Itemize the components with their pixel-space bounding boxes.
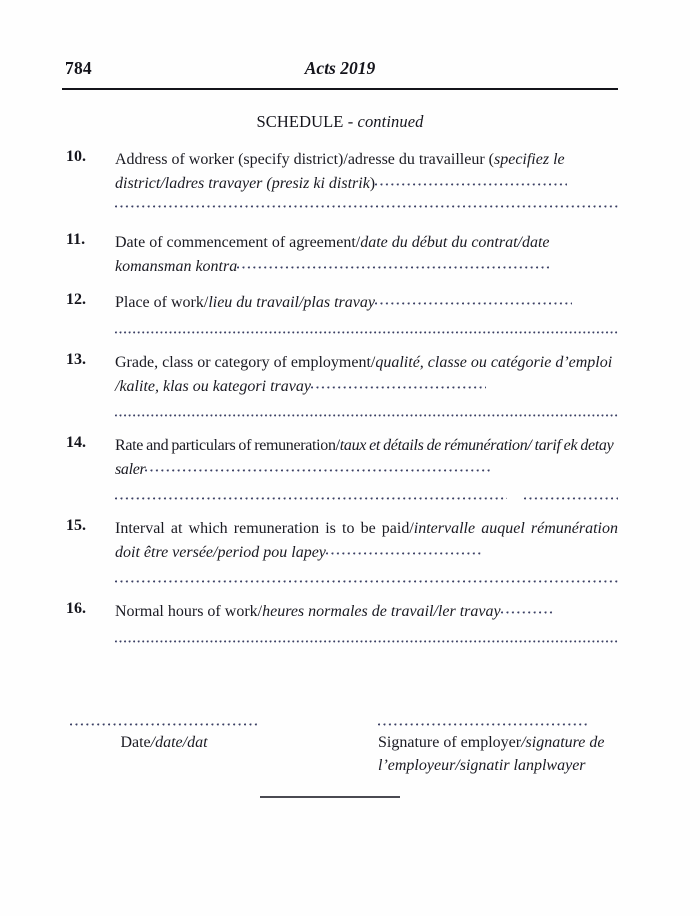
item-10-roman-tail: ) [369, 174, 376, 192]
date-signature-caption [70, 732, 258, 755]
item-16-italic: heures normales de travail/ler travay [262, 603, 501, 620]
running-title: Acts 2019 [304, 58, 376, 78]
employer-signature-caption [378, 732, 618, 777]
item-12-dot-leader-segment [115, 320, 618, 336]
item-10-dot-leader-row-2[interactable] [115, 194, 618, 210]
item-number-14: 14. [66, 434, 86, 451]
item-text-14 [115, 434, 618, 481]
item-13-dot-leader-row-2[interactable] [115, 403, 618, 419]
item-text-12 [115, 291, 618, 315]
item-text-10 [115, 148, 618, 195]
item-16-roman-lead: Normal hours of work/ [115, 603, 263, 620]
date-signature-column [70, 712, 258, 755]
item-14-dot-leader-row-2a[interactable] [115, 486, 507, 502]
date-caption-italic: /date/dat [150, 734, 208, 751]
item-number-15: 15. [66, 517, 86, 534]
item-13-italic: qualité, classe ou catégorie d’emploi /kalite, klas ou kategori travay [115, 354, 613, 395]
item-12-dot-leader[interactable] [375, 291, 572, 307]
item-14-roman-lead: Rate and particulars of remuneration/ [115, 437, 340, 454]
item-16-dot-leader-segment [115, 629, 618, 645]
item-text-16 [115, 600, 618, 624]
employer-caption-italic: /signature de l’employeur/signatir lanplwayer [378, 734, 605, 774]
item-10-italic: specifiez le district/ladres travayer (presiz ki distrik [115, 151, 565, 192]
item-number-11: 11. [66, 231, 86, 248]
header-divider-rule [62, 88, 618, 90]
schedule-heading-roman: SCHEDULE - [256, 112, 358, 131]
item-16-dot-leader-row-2[interactable] [115, 629, 618, 645]
item-13-dot-leader-segment [115, 403, 618, 419]
item-13-roman-lead: Grade, class or category of employment/ [115, 354, 376, 371]
schedule-item-10 [66, 148, 618, 195]
date-signature-line[interactable] [70, 712, 258, 728]
item-13-dot-leader[interactable] [311, 375, 486, 391]
page-header [62, 58, 618, 84]
schedule-item-15 [66, 517, 618, 564]
item-14-dot-leader-segment-b [524, 486, 618, 502]
item-10-dot-leader[interactable] [375, 172, 567, 188]
item-12-roman-lead: Place of work/ [115, 294, 209, 311]
item-15-dot-leader-segment [115, 569, 618, 585]
schedule-item-13 [66, 351, 618, 398]
employer-signature-line[interactable] [378, 712, 590, 728]
employer-signature-column [378, 712, 618, 777]
item-14-dot-leader[interactable] [145, 458, 491, 474]
item-11-dot-leader[interactable] [237, 255, 549, 271]
schedule-item-16 [66, 600, 618, 624]
item-14-dot-leader-row-2b[interactable] [524, 486, 618, 502]
item-14-dot-leader-segment-a [115, 486, 507, 502]
item-15-dot-leader-row-2[interactable] [115, 569, 618, 585]
item-12-dot-leader-row-2[interactable] [115, 320, 618, 336]
item-10-dot-leader-segment [115, 194, 618, 210]
schedule-heading-italic: continued [357, 112, 424, 131]
item-11-italic: date du début du contrat/date komansman kontra [115, 234, 550, 275]
item-text-11 [115, 231, 618, 278]
folio-number: 784 [65, 58, 92, 78]
schedule-heading [62, 112, 618, 132]
item-15-roman-lead: Interval at which remuneration is to be paid/ [115, 520, 414, 537]
item-15-italic: intervalle auquel rémunération doit être versée/period pou lapey [115, 520, 618, 561]
page-end-rule [260, 796, 400, 798]
item-16-dot-leader[interactable] [501, 600, 553, 616]
item-number-13: 13. [66, 351, 86, 368]
schedule-item-11 [66, 231, 618, 278]
item-10-roman-lead: Address of worker (specify district)/adresse du travailleur ( [115, 151, 494, 168]
item-number-16: 16. [66, 600, 86, 617]
item-text-13 [115, 351, 618, 398]
item-15-dot-leader[interactable] [326, 541, 481, 557]
item-14-italic: taux et détails de rémunération/ tarif ek detay saler [115, 437, 614, 478]
schedule-item-14 [66, 434, 618, 481]
item-text-15 [115, 517, 618, 564]
item-11-roman-lead: Date of commencement of agreement/ [115, 234, 361, 251]
item-12-italic: lieu du travail/plas travay [208, 294, 375, 311]
employer-caption-roman: Signature of employer [378, 734, 522, 751]
item-number-10: 10. [66, 148, 86, 165]
item-number-12: 12. [66, 291, 86, 308]
date-caption-roman: Date [120, 734, 151, 751]
schedule-item-12 [66, 291, 618, 315]
